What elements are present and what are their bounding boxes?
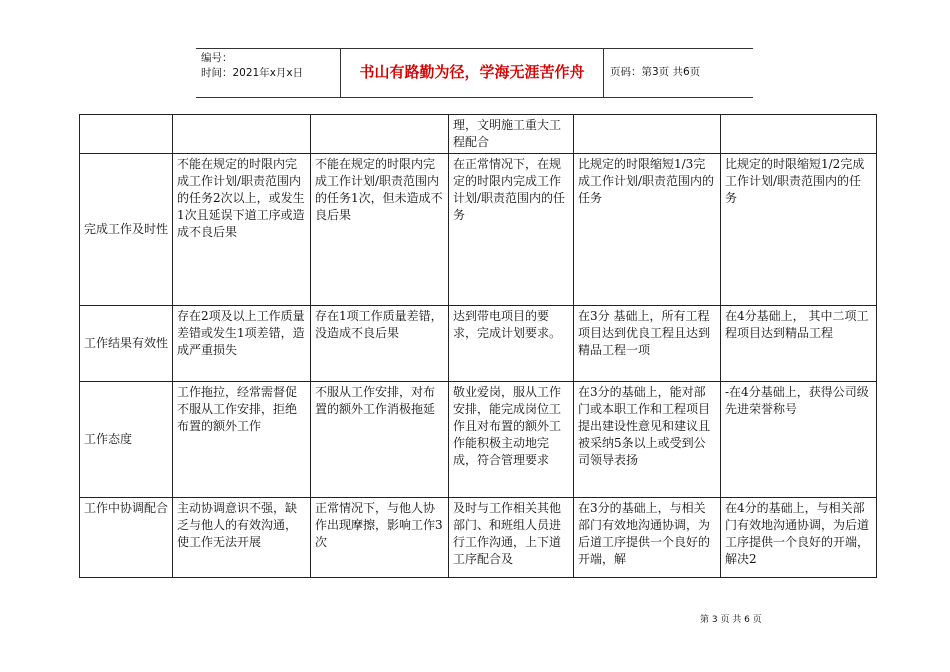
score-cell: 比规定的时限缩短1/3完成工作计划/职责范围内的任务: [574, 154, 721, 306]
criterion-cell: 工作态度: [80, 382, 173, 498]
table-row: [80, 498, 877, 578]
score-cell: 比规定的时限缩短1/2完成工作计划/职责范围内的任务: [721, 154, 877, 306]
score-cell: 及时与工作相关其他部门、和班组人员进行工作沟通，上下道工序配合及: [449, 498, 574, 578]
table-row: [80, 306, 877, 382]
score-cell: 主动协调意识不强，缺乏与他人的有效沟通，使工作无法开展: [173, 498, 311, 578]
score-cell: [173, 115, 311, 154]
score-cell: 敬业爱岗，服从工作安排，能完成岗位工作且对布置的额外工作能积极主动地完成，符合管理要求: [449, 382, 574, 498]
page-footer: 第 3 页 共 6 页: [700, 615, 762, 625]
score-cell: 正常情况下，与他人协作出现摩擦，影响工作3次: [311, 498, 449, 578]
criterion-cell: 完成工作及时性: [80, 154, 173, 306]
score-cell: 存在1项工作质量差错，没造成不良后果: [311, 306, 449, 382]
score-cell: 不能在规定的时限内完成工作计划/职责范围内的任务2次以上，或发生1次且延误下道工序或造成不良后果: [173, 154, 311, 306]
score-cell: 达到带电项目的要求，完成计划要求。: [449, 306, 574, 382]
criterion-cell: 工作中协调配合: [80, 498, 173, 578]
motto-text: 书山有路勤为径，学海无涯苦作舟: [340, 49, 604, 97]
page-indicator: 页码：第3页 共6页: [610, 66, 701, 78]
score-cell: 在4分基础上， 其中二项工程项目达到精品工程: [721, 306, 877, 382]
score-cell: 在正常情况下，在规定的时限内完成工作计划/职责范围内的任务: [449, 154, 574, 306]
page-header: [196, 48, 753, 98]
score-cell: 在3分的基础上，能对部门或本职工作和工程项目提出建设性意见和建议且被采纳5条以上或受到公司领导表扬: [574, 382, 721, 498]
score-cell: 不能在规定的时限内完成工作计划/职责范围内的任务1次，但未造成不良后果: [311, 154, 449, 306]
score-cell: [311, 115, 449, 154]
score-cell: 在3分的基础上，与相关部门有效地沟通协调，为后道工序提供一个良好的开端，解: [574, 498, 721, 578]
table-row: [80, 382, 877, 498]
score-cell: -在4分基础上，获得公司级先进荣誉称号: [721, 382, 877, 498]
score-cell: 在4分的基础上，与相关部门有效地沟通协调，为后道工序提供一个良好的开端，解决2: [721, 498, 877, 578]
criterion-cell: [80, 115, 173, 154]
score-cell: 理，文明施工重大工程配合: [449, 115, 574, 154]
date-line: 时间：2021年x月x日: [201, 67, 304, 79]
table-row: [80, 115, 877, 154]
doc-number-label: 编号：: [201, 52, 233, 64]
score-cell: 在3分 基础上，所有工程项目达到优良工程且达到精品工程一项: [574, 306, 721, 382]
score-cell: 存在2项及以上工作质量差错或发生1项差错，造成严重损失: [173, 306, 311, 382]
criterion-cell: 工作结果有效性: [80, 306, 173, 382]
score-cell: [721, 115, 877, 154]
score-cell: [574, 115, 721, 154]
score-cell: 不服从工作安排，对布置的额外工作消极拖延: [311, 382, 449, 498]
score-cell: 工作拖拉，经常需督促不服从工作安排，拒绝布置的额外工作: [173, 382, 311, 498]
evaluation-table: [79, 114, 877, 578]
header-info: [196, 49, 340, 97]
table-row: [80, 154, 877, 306]
